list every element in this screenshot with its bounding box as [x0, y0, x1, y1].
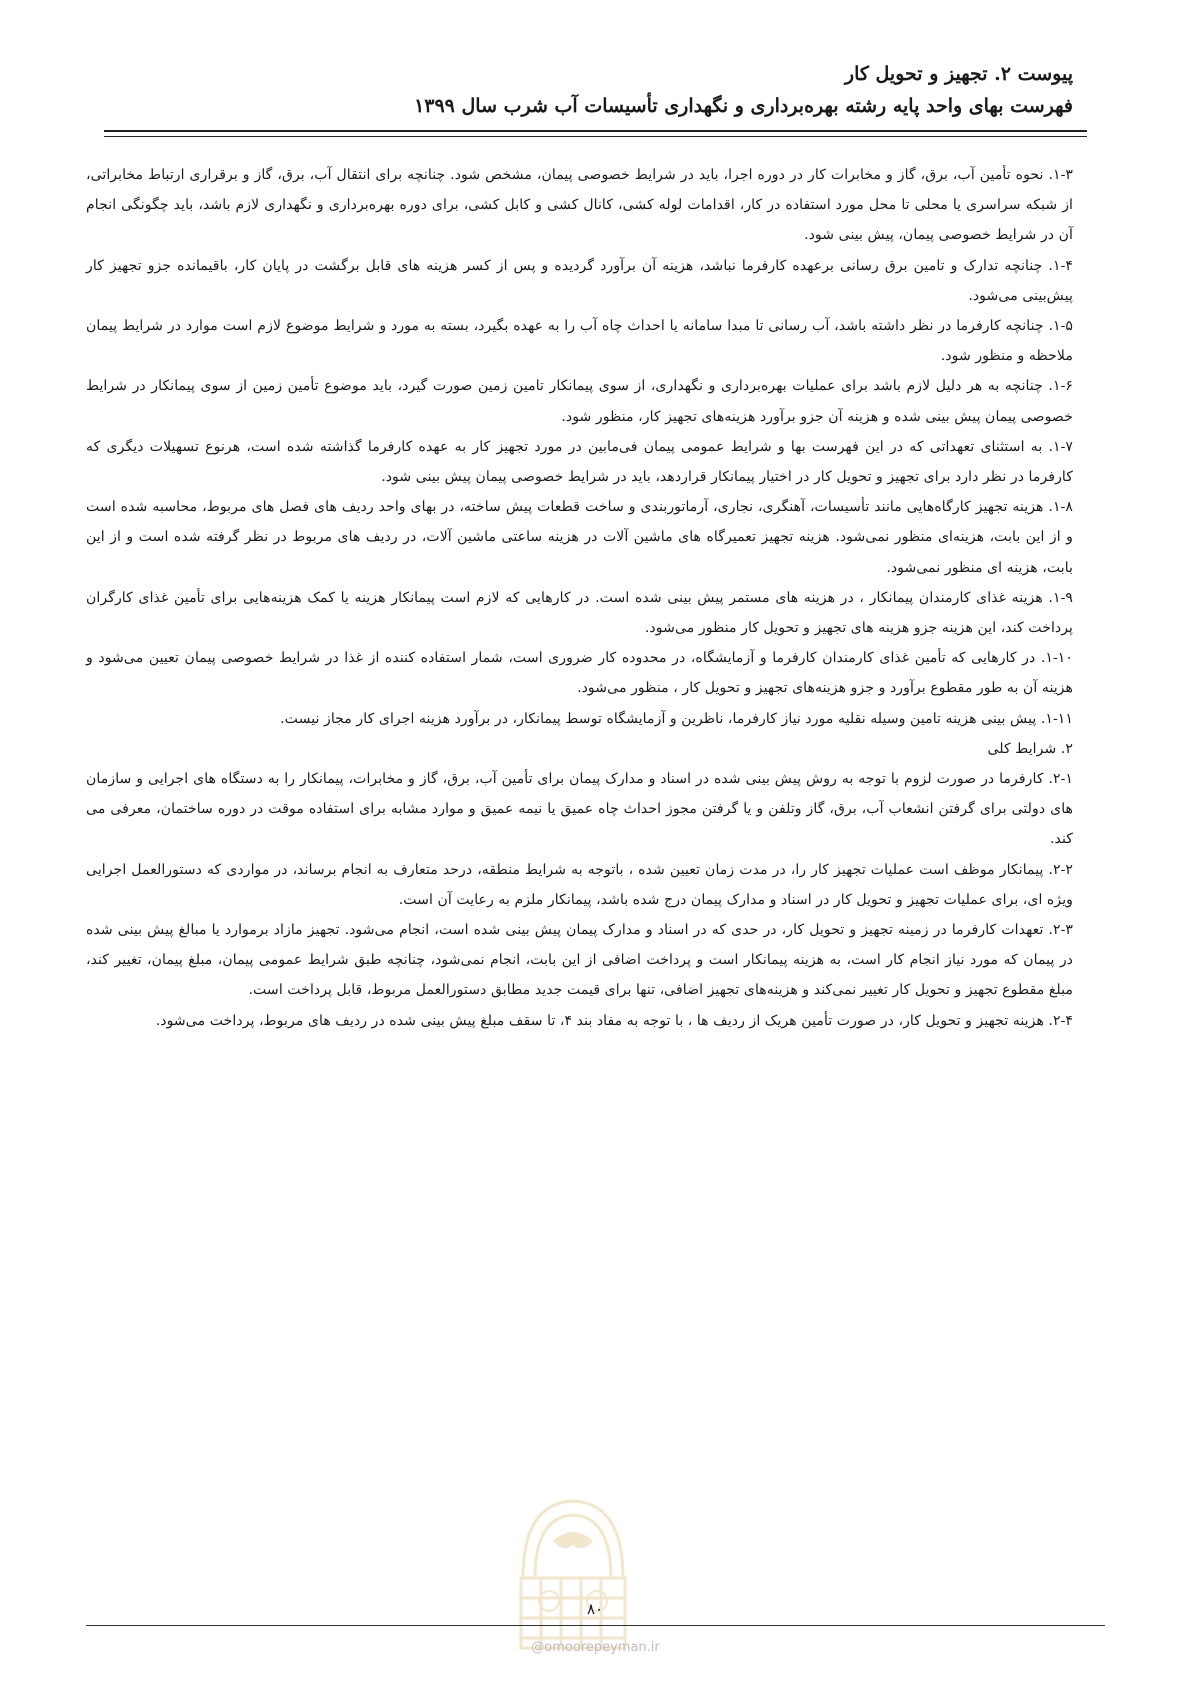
footer-rule	[86, 1625, 1105, 1626]
paragraph-2-2: ۲-۲. پیمانکار موظف است عملیات تجهیز کار را، در مدت زمان تعیین شده ، باتوجه به شرایط منطقه، درحد متعارف به انجام برساند، در مواردی که دستورالعمل اجرایی ویژه ای، برای عملیات تجهیز و تحویل کار در اسناد و مدارک پیمان درج شده باشد، پیمانکار ملزم به رعایت آن است.	[86, 861, 1073, 908]
page-header	[113, 58, 1073, 122]
paragraph-1-5: ۱-۵. چنانچه کارفرما در نظر داشته باشد، آب رسانی تا مبدا سامانه یا احداث چاه آب را به عهده بگیرد، بسته به مورد و شرایط موضوع لازم است موارد در شرایط پیمان ملاحظه و منظور شود.	[86, 318, 1073, 365]
paragraph-2-3: ۲-۳. تعهدات کارفرما در زمینه تجهیز و تحویل کار، در حدی که در اسناد و مدارک پیمان پیش بینی شده است، انجام می‌شود. تجهیز مازاد برموارد یا مبالغ پیش بینی شده در پیمان که مورد نیاز انجام کار است، به هزینه پیمانکار است و پرداخت اضافی از این بابت، انجام نمی‌شود، چنانچه طبق شرایط عمومی پیمان، مبلغ پیمان، تغییر کند، مبلغ مقطوع تجهیز و تحویل کار تغییر نمی‌کند و هزینه‌های تجهیز اضافی، تنها برای قیمت جدید مطابق دستورالعمل مربوط، قابل پرداخت است.	[86, 922, 1073, 999]
paragraph-2-4: ۲-۴. هزینه تجهیز و تحویل کار، در صورت تأمین هریک از ردیف ها ، با توجه به مفاد بند ۴، تا سقف مبلغ پیش بینی شده در ردیف های مربوط، پرداخت می‌شود.	[155, 1012, 1073, 1029]
header-document-title: فهرست بهای واحد پایه رشته بهره‌برداری و نگهداری تأسیسات آب شرب سال ۱۳۹۹	[414, 95, 1073, 117]
paragraph-1-6: ۱-۶. چنانچه به هر دلیل لازم باشد برای عملیات بهره‌برداری و نگهداری، از سوی پیمانکار تامین زمین صورت گیرد، باید موضوع تأمین زمین از سوی پیمانکار در شرایط خصوصی پیمان پیش بینی شده و هزینه آن جزو برآورد هزینه‌های تجهیز کار، منظور شود.	[86, 378, 1073, 425]
paragraph-1-9: ۱-۹. هزینه غذای کارمندان پیمانکار ، در هزینه های مستمر پیش بینی شده است. در کارهایی که لازم است پیمانکار هزینه یا کمک هزینه‌هایی برای تأمین غذای کارگران پرداخت کند، این هزینه جزو هزینه های تجهیز و تحویل کار منظور می‌شود.	[86, 589, 1073, 637]
watermark-seal-icon	[493, 1483, 653, 1663]
page-number: ۸۰	[586, 1600, 604, 1618]
header-rule-thin	[104, 136, 1087, 137]
paragraph-1-11: ۱-۱۱. پیش بینی هزینه تامین وسیله نقلیه مورد نیاز کارفرما، ناظرین و آزمایشگاه توسط پیمانکار، در برآورد هزینه اجرای کار مجاز نیست.	[280, 710, 1073, 727]
paragraph-1-4: ۱-۴. چنانچه تدارک و تامین برق رسانی برعهده کارفرما نباشد، هزینه آن برآورد گردیده و پس از کسر هزینه های قابل برگشت در پایان کار، باقیمانده جزو تجهیز کار پیش‌بینی می‌شود.	[86, 257, 1073, 304]
header-rule-thick	[104, 130, 1087, 132]
paragraph-1-7: ۱-۷. به استثنای تعهداتی که در این فهرست بها و شرایط عمومی پیمان فی‌مابین در مورد تجهیز کار به عهده کارفرما گذاشته شده است، هرنوع تسهیلات دیگری که کارفرما در نظر دارد برای تجهیز و تحویل کار در اختیار پیمانکار قراردهد، باید در شرایط خصوصی پیمان پیش بینی شود.	[86, 438, 1073, 486]
paragraph-1-10: ۱-۱۰. در کارهایی که تأمین غذای کارمندان کارفرما و آزمایشگاه، در محدوده کار ضروری است، شمار استفاده کننده از غذا در شرایط خصوصی پیمان تعیین می‌شود و هزینه آن به طور مقطوع برآورد و جزو هزینه‌های تجهیز و تحویل کار ، منظور می‌شود.	[86, 650, 1073, 697]
paragraph-1-8: ۱-۸. هزینه تجهیز کارگاه‌هایی مانند تأسیسات، آهنگری، نجاری، آرماتوربندی و ساخت قطعات پیش ساخته، در بهای واحد ردیف های فصل های مربوط، محاسبه شده است و از این بابت، هزینه‌ای منظور نمی‌شود. هزینه تجهیز تعمیرگاه های ماشین آلات در هزینه ساعتی ماشین آلات، در ردیف های مربوط در نظر گرفته شده است و از این بابت، هزینه ای منظور نمی‌شود.	[86, 499, 1073, 576]
footer-url-watermark: @omoorepeyman.ir	[531, 1640, 660, 1655]
section-heading-general-conditions: ۲. شرایط کلی	[987, 740, 1073, 757]
paragraph-2-1: ۲-۱. کارفرما در صورت لزوم با توجه به روش پیش بینی شده در اسناد و مدارک پیمان برای تأمین آب، برق، گاز و مخابرات، پیمانکار را به دستگاه های اجرایی و سازمان های دولتی برای گرفتن انشعاب آب، برق، گاز وتلفن و یا گرفتن مجوز احداث چاه عمیق یا نیمه عمیق و موارد مشابه برای استفاده موقت در دوره ساختمان، معرفی می کند.	[86, 771, 1073, 848]
document-body	[86, 160, 1073, 1036]
paragraph-1-3: ۱-۳. نحوه تأمین آب، برق، گاز و مخابرات کار در دوره اجرا، باید در شرایط خصوصی پیمان، مشخص شود. چنانچه برای انتقال آب، برق، گاز و برقراری ارتباط مخابراتی، از شبکه سراسری یا محلی تا محل مورد استفاده در کار، اقدامات لوله کشی، کانال کشی و کابل کشی، برای دوره بهره‌برداری و نگهداری لازم باشد، باید چگونگی انجام آن در شرایط خصوصی پیمان، پیش بینی شود.	[86, 167, 1073, 244]
header-appendix-title: پیوست ۲. تجهیز و تحویل کار	[844, 63, 1073, 85]
